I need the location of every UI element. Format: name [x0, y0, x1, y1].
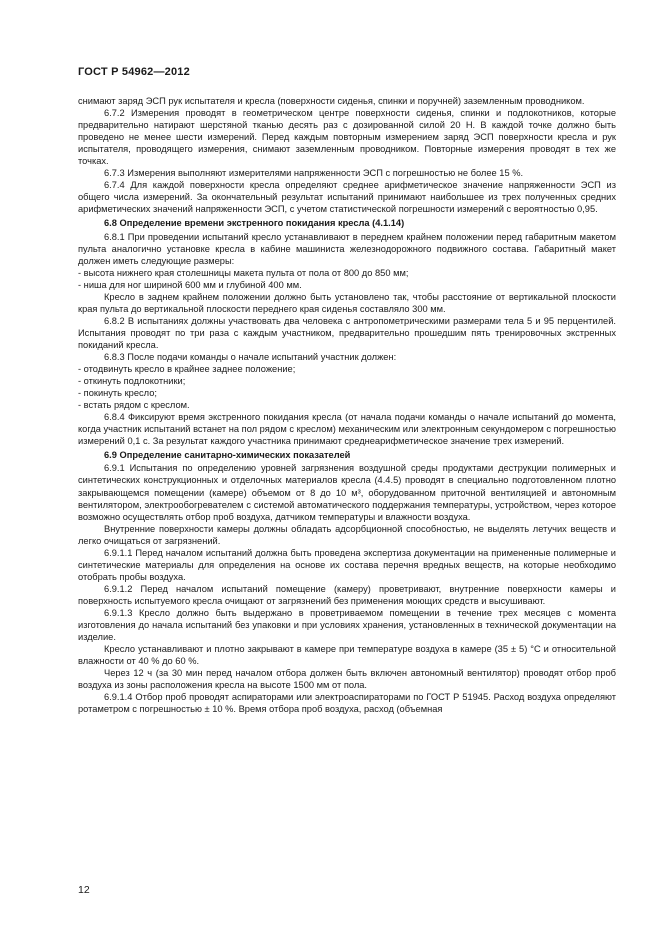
- paragraph-6-8-1: 6.8.1 При проведении испытаний кресло устанавливают в переднем крайнем положении перед габаритным макетом пульта аналогично установке кресла в кабине машиниста железнодорожного подвижного состава. Габаритный макет должен иметь следующие размеры:: [78, 231, 616, 266]
- paragraph: Через 12 ч (за 30 мин перед началом отбора должен быть включен автономный вентилятор) проводят отбор проб воздуха из зоны расположения кресла на высоте 1500 мм от пола.: [78, 668, 616, 691]
- paragraph: Внутренние поверхности камеры должны обладать адсорбционной способностью, не выделять летучих веществ и легко очищаться от загрязнений.: [78, 523, 616, 546]
- paragraph-6-9-1-4: 6.9.1.4 Отбор проб проводят аспираторами или электроаспираторами по ГОСТ Р 51945. Расход воздуха определяют ротаметром с погрешностью ± 10 %. Время отбора проб воздуха, расход (объемная: [78, 692, 616, 715]
- section-heading-6-9: 6.9 Определение санитарно-химических показателей: [104, 450, 351, 461]
- paragraph-6-9-1: 6.9.1 Испытания по определению уровней загрязнения воздушной среды продуктами деструкции полимерных и синтетических конструкционных и отделочных материалов кресла (4.4.5) проводят в специально подготовленном плотно закрывающемся помещении (камере) объемом от 8 до 10 м³, оборудованном приточной вентиляцией и автономным вентилятором, электрообогревателем с системой автоматического поддержания температуры, устройством, через которое возможно осуществлять отбор проб воздуха, датчиком температуры и влажности воздуха.: [78, 463, 616, 522]
- section-heading-6-8: 6.8 Определение времени экстренного покидания кресла (4.1.14): [104, 218, 405, 229]
- paragraph-6-7-4: 6.7.4 Для каждой поверхности кресла определяют среднее арифметическое значение напряженности ЭСП из общего числа измерений. За окончательный результат испытаний принимают наибольшее из трех полученных средних арифметических значений напряженности ЭСП, с учетом статистической погрешности измерений с вероятностью 0,95.: [78, 180, 616, 215]
- list-item: - покинуть кресло;: [78, 388, 157, 399]
- paragraph-6-9-1-2: 6.9.1.2 Перед началом испытаний помещение (камеру) проветривают, внутренние поверхности камеры и поверхность испытуемого кресла очищают от загрязнений без применения моющих средств и высушивают.: [78, 583, 616, 606]
- list-item: - откинуть подлокотники;: [78, 376, 186, 387]
- paragraph-6-9-1-3: 6.9.1.3 Кресло должно быть выдержано в проветриваемом помещении в течение трех месяцев с момента изготовления до начала испытаний без упаковки и при условиях хранения, установленных в технической документации на изделие.: [78, 607, 616, 643]
- page-number: 12: [78, 884, 90, 896]
- paragraph-6-8-4: 6.8.4 Фиксируют время экстренного покидания кресла (от начала подачи команды о начале испытаний до момента, когда участник испытаний встанет на пол рядом с креслом) механическим или электронным секундомером с погрешностью измерений 0,1 с. За результат каждого участника принимают среднеарифметическое значение трех измерений.: [78, 412, 616, 447]
- list-item: - встать рядом с креслом.: [78, 400, 190, 411]
- document-body: [78, 95, 616, 715]
- list-item: - высота нижнего края столешницы макета пульта от пола от 800 до 850 мм;: [78, 267, 409, 278]
- standard-title: ГОСТ Р 54962—2012: [78, 66, 190, 78]
- list-item: - отодвинуть кресло в крайнее заднее положение;: [78, 364, 296, 375]
- paragraph-6-9-1-1: 6.9.1.1 Перед началом испытаний должна быть проведена экспертиза документации на примененные полимерные и синтетические материалы для определения на основе их состава перечня вредных веществ, на которые необходимо отобрать пробы воздуха.: [78, 547, 616, 582]
- paragraph-6-8-3: 6.8.3 После подачи команды о начале испытаний участник должен:: [104, 351, 397, 362]
- paragraph-6-7-2: 6.7.2 Измерения проводят в геометрическом центре поверхности сиденья, спинки и подлокотников, которые предварительно натирают шерстяной тканью десять раз с дозированной силой 20 Н. В каждой точке должно быть проведено не менее шести измерений. Перед каждым повторным измерением заряд ЭСП поверхности кресла и рук испытателя, проводящего измерения, снимают заземленным проводником. Повторные измерения проводят в тех же точках.: [78, 108, 616, 167]
- list-item: - ниша для ног шириной 600 мм и глубиной 400 мм.: [78, 279, 302, 290]
- paragraph: Кресло в заднем крайнем положении должно быть установлено так, чтобы расстояние от вертикальной плоскости края пульта до вертикальной плоскости переднего края сиденья составляло 300 мм.: [78, 291, 616, 314]
- paragraph-6-8-2: 6.8.2 В испытаниях должны участвовать два человека с антропометрическими размерами тела 5 и 95 перцентилей. Испытания проводят по три раза с каждым участником, предварительно прошедшим пять тренировочных экстренных покиданий кресла.: [78, 315, 616, 350]
- paragraph: снимают заряд ЭСП рук испытателя и кресла (поверхности сиденья, спинки и поручней) заземленным проводником.: [78, 96, 585, 106]
- paragraph-6-7-3: 6.7.3 Измерения выполняют измерителями напряженности ЭСП с погрешностью не более 15 %.: [104, 168, 524, 179]
- paragraph: Кресло устанавливают и плотно закрывают в камере при температуре воздуха в камере (35 ± 5) °С и относительной влажности от 40 % до 60 %.: [78, 644, 616, 667]
